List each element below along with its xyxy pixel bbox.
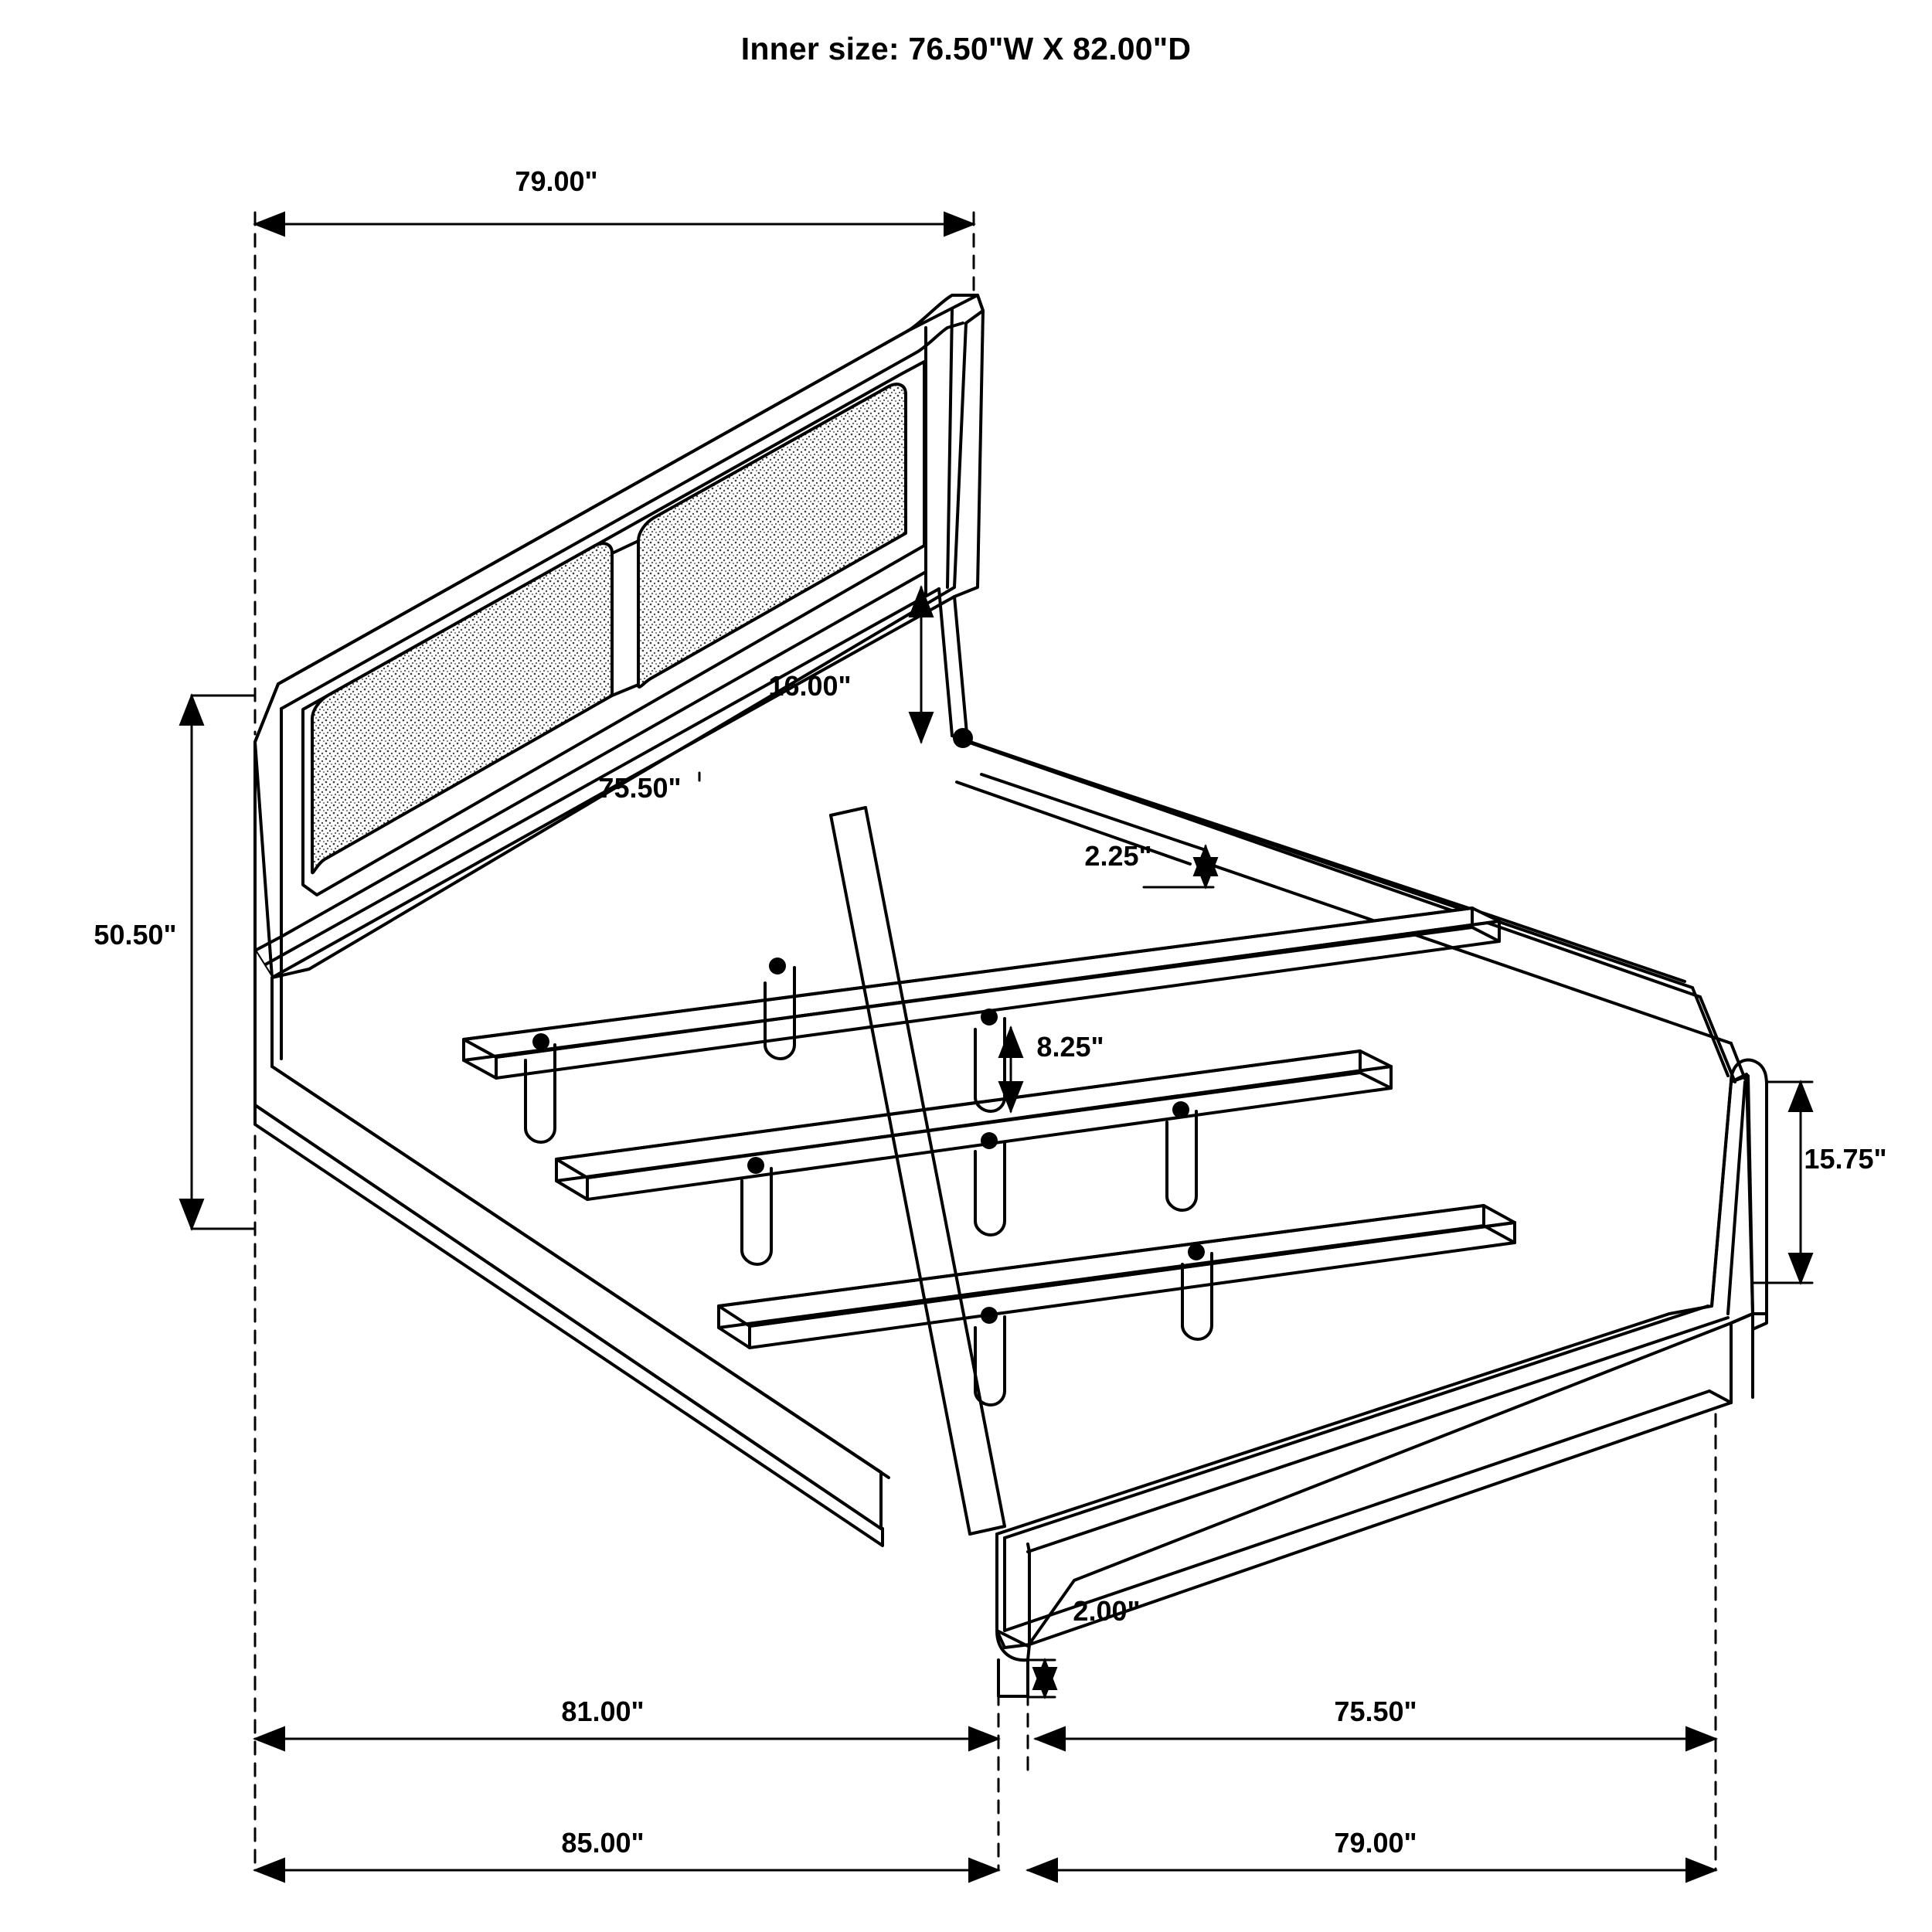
dim-label-overall-height: 50.50" bbox=[94, 919, 177, 951]
page-title: Inner size: 76.50"W X 82.00"D bbox=[740, 31, 1192, 66]
dim-label-footboard-height: 15.75" bbox=[1804, 1143, 1887, 1175]
dim-label-slat-leg-height: 8.25" bbox=[1036, 1031, 1104, 1063]
dim-label-inner-length-right: 75.50" bbox=[1334, 1696, 1417, 1727]
dim-label-overall-length-bottom: 85.00" bbox=[561, 1827, 645, 1859]
dim-label-overall-width-top: 79.00" bbox=[515, 165, 598, 197]
dim-label-foot-leg-height: 2.00" bbox=[1073, 1595, 1141, 1627]
dim-label-rail-thickness: 2.25" bbox=[1084, 840, 1152, 872]
dim-label-headboard-panel-height: 16.00" bbox=[768, 670, 852, 702]
dim-label-overall-width-bottom: 79.00" bbox=[1334, 1827, 1417, 1859]
dim-label-overall-length-left: 81.00" bbox=[561, 1696, 645, 1727]
dim-label-headboard-inner-width: 75.50" bbox=[598, 772, 682, 804]
